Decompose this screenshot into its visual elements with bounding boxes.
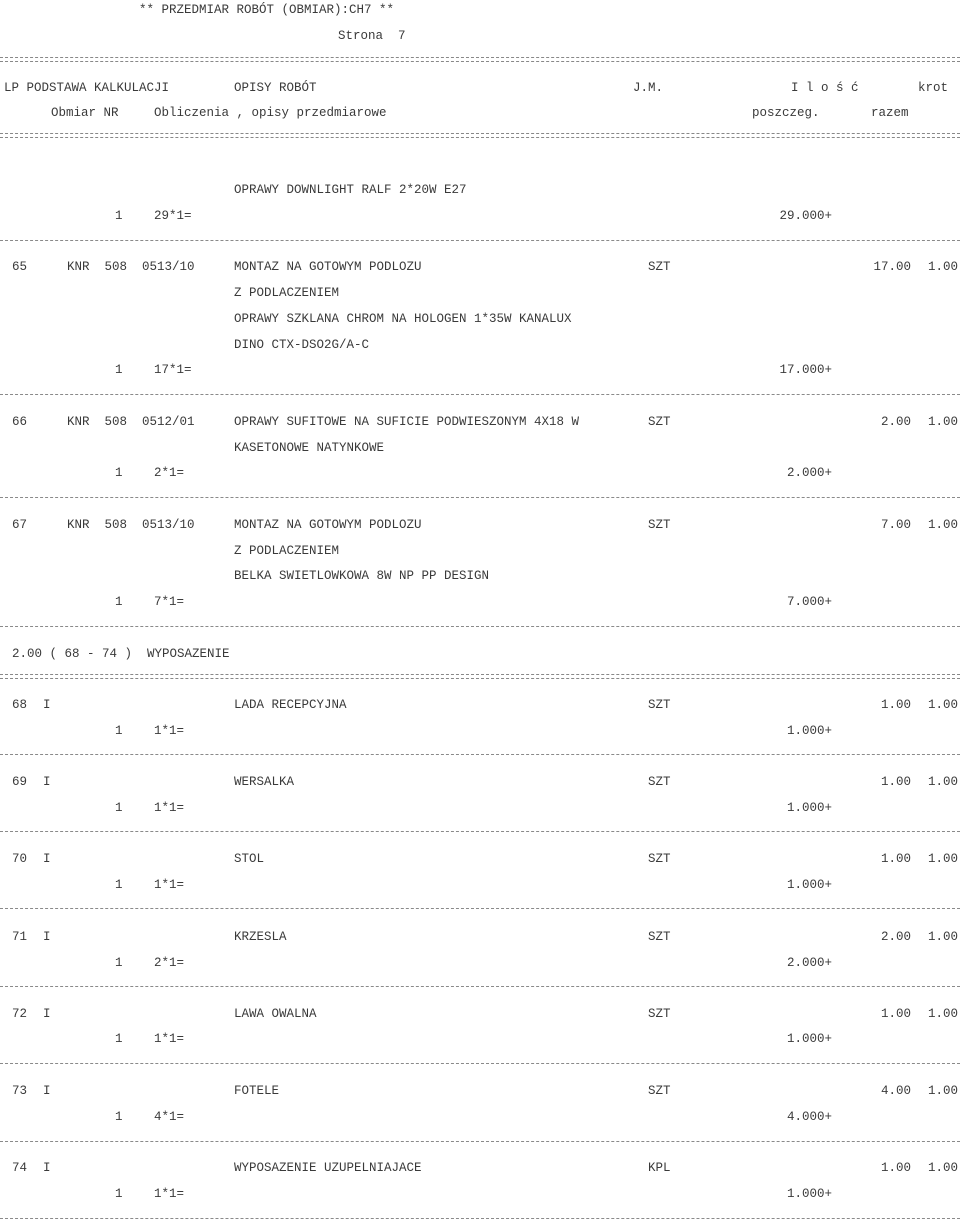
- item-lp: 69: [12, 775, 28, 789]
- item-description: STOL: [234, 852, 265, 866]
- calc-nr: 1: [115, 595, 123, 609]
- single-rule: [0, 754, 960, 755]
- item-description: MONTAZ NA GOTOWYM PODLOZU: [234, 518, 422, 532]
- item-kalkulacja: I: [43, 930, 51, 944]
- calc-value: 17.000+: [779, 363, 832, 377]
- item-lp: 67: [12, 518, 28, 532]
- item-kalkulacja: KNR 508 0513/10: [67, 260, 195, 274]
- item-lp: 72: [12, 1007, 28, 1021]
- col-krot: krot: [918, 81, 949, 95]
- item-quantity: 1.00: [880, 1007, 911, 1021]
- calc-nr: 1: [115, 1187, 123, 1201]
- item-lp: 68: [12, 698, 28, 712]
- item-description: WYPOSAZENIE UZUPELNIAJACE: [234, 1161, 422, 1175]
- col-ilosc: I l o ś ć: [791, 81, 859, 95]
- item-description: Z PODLACZENIEM: [234, 286, 340, 300]
- item-description: LAWA OWALNA: [234, 1007, 317, 1021]
- item-description: OPRAWY SUFITOWE NA SUFICIE PODWIESZONYM 4X18 W: [234, 415, 580, 429]
- item-krot: 1.00: [927, 415, 958, 429]
- calc-nr: 1: [115, 363, 123, 377]
- col-obliczenia: Obliczenia , opisy przedmiarowe: [154, 106, 387, 120]
- calc-expression: 1*1=: [154, 1032, 185, 1046]
- calc-value: 2.000+: [786, 466, 832, 480]
- col-lp-podstawa: LP PODSTAWA KALKULACJI: [4, 81, 170, 95]
- calc-expression: 1*1=: [154, 801, 185, 815]
- item-unit: SZT: [648, 698, 671, 712]
- item-unit: SZT: [648, 1007, 671, 1021]
- item-description: KASETONOWE NATYNKOWE: [234, 441, 385, 455]
- calc-nr: 1: [115, 1110, 123, 1124]
- calc-nr: 1: [115, 724, 123, 738]
- calc-expression: 1*1=: [154, 724, 185, 738]
- report-title: ** PRZEDMIAR ROBÓT (OBMIAR):CH7 **: [139, 3, 395, 17]
- item-description: LADA RECEPCYJNA: [234, 698, 347, 712]
- item-unit: SZT: [648, 930, 671, 944]
- single-rule: [0, 986, 960, 987]
- item-quantity: 2.00: [880, 930, 911, 944]
- item-description: MONTAZ NA GOTOWYM PODLOZU: [234, 260, 422, 274]
- single-rule: [0, 1218, 960, 1219]
- calc-expression: 17*1=: [154, 363, 192, 377]
- item-krot: 1.00: [927, 1161, 958, 1175]
- item-lp: 65: [12, 260, 28, 274]
- item-description: BELKA SWIETLOWKOWA 8W NP PP DESIGN: [234, 569, 490, 583]
- item-kalkulacja: I: [43, 1084, 51, 1098]
- calc-nr: 1: [115, 801, 123, 815]
- calc-expression: 29*1=: [154, 209, 192, 223]
- item-quantity: 4.00: [880, 1084, 911, 1098]
- single-rule: [0, 240, 960, 241]
- item-kalkulacja: I: [43, 1007, 51, 1021]
- item-description: Z PODLACZENIEM: [234, 544, 340, 558]
- item-description: KRZESLA: [234, 930, 287, 944]
- calc-value: 1.000+: [786, 1187, 832, 1201]
- calc-expression: 4*1=: [154, 1110, 185, 1124]
- item-quantity: 2.00: [880, 415, 911, 429]
- double-rule: [0, 133, 960, 138]
- item-kalkulacja: I: [43, 775, 51, 789]
- item-unit: SZT: [648, 852, 671, 866]
- col-razem: razem: [871, 106, 909, 120]
- calc-value: 29.000+: [779, 209, 832, 223]
- item-krot: 1.00: [927, 930, 958, 944]
- calc-expression: 7*1=: [154, 595, 185, 609]
- page-number: Strona 7: [338, 29, 406, 43]
- calc-value: 2.000+: [786, 956, 832, 970]
- item-unit: SZT: [648, 518, 671, 532]
- item-lp: 71: [12, 930, 28, 944]
- single-rule: [0, 1063, 960, 1064]
- item-krot: 1.00: [927, 775, 958, 789]
- item-unit: KPL: [648, 1161, 671, 1175]
- item-kalkulacja: I: [43, 698, 51, 712]
- item-lp: 70: [12, 852, 28, 866]
- item-unit: SZT: [648, 1084, 671, 1098]
- single-rule: [0, 394, 960, 395]
- item-unit: SZT: [648, 260, 671, 274]
- calc-nr: 1: [115, 466, 123, 480]
- item-krot: 1.00: [927, 698, 958, 712]
- calc-value: 4.000+: [786, 1110, 832, 1124]
- item-kalkulacja: KNR 508 0513/10: [67, 518, 195, 532]
- item-unit: SZT: [648, 775, 671, 789]
- calc-expression: 2*1=: [154, 956, 185, 970]
- calc-nr: 1: [115, 209, 123, 223]
- col-opisy: OPISY ROBÓT: [234, 81, 317, 95]
- item-krot: 1.00: [927, 260, 958, 274]
- item-quantity: 1.00: [880, 852, 911, 866]
- single-rule: [0, 831, 960, 832]
- calc-value: 1.000+: [786, 1032, 832, 1046]
- item-description: DINO CTX-DSO2G/A-C: [234, 338, 370, 352]
- calc-value: 1.000+: [786, 801, 832, 815]
- calc-value: 7.000+: [786, 595, 832, 609]
- item-quantity: 17.00: [873, 260, 911, 274]
- item-unit: SZT: [648, 415, 671, 429]
- calc-nr: 1: [115, 878, 123, 892]
- single-rule: [0, 908, 960, 909]
- single-rule: [0, 626, 960, 627]
- calc-value: 1.000+: [786, 724, 832, 738]
- calc-nr: 1: [115, 956, 123, 970]
- intro-description: OPRAWY DOWNLIGHT RALF 2*20W E27: [234, 183, 467, 197]
- item-kalkulacja: I: [43, 852, 51, 866]
- item-lp: 73: [12, 1084, 28, 1098]
- item-krot: 1.00: [927, 1007, 958, 1021]
- calc-expression: 1*1=: [154, 878, 185, 892]
- item-description: WERSALKA: [234, 775, 295, 789]
- item-krot: 1.00: [927, 1084, 958, 1098]
- single-rule: [0, 1141, 960, 1142]
- calc-nr: 1: [115, 1032, 123, 1046]
- single-rule: [0, 497, 960, 498]
- item-krot: 1.00: [927, 518, 958, 532]
- double-rule: [0, 57, 960, 62]
- calc-expression: 2*1=: [154, 466, 185, 480]
- item-quantity: 1.00: [880, 1161, 911, 1175]
- item-krot: 1.00: [927, 852, 958, 866]
- col-obmiar-nr: Obmiar NR: [51, 106, 119, 120]
- item-quantity: 1.00: [880, 775, 911, 789]
- item-kalkulacja: KNR 508 0512/01: [67, 415, 195, 429]
- double-rule: [0, 674, 960, 679]
- item-kalkulacja: I: [43, 1161, 51, 1175]
- item-lp: 66: [12, 415, 28, 429]
- col-poszczeg: poszczeg.: [752, 106, 820, 120]
- section-heading: 2.00 ( 68 - 74 ) WYPOSAZENIE: [12, 647, 230, 661]
- calc-value: 1.000+: [786, 878, 832, 892]
- item-description: OPRAWY SZKLANA CHROM NA HOLOGEN 1*35W KANALUX: [234, 312, 572, 326]
- col-jm: J.M.: [633, 81, 664, 95]
- item-description: FOTELE: [234, 1084, 280, 1098]
- item-quantity: 7.00: [880, 518, 911, 532]
- item-lp: 74: [12, 1161, 28, 1175]
- calc-expression: 1*1=: [154, 1187, 185, 1201]
- item-quantity: 1.00: [880, 698, 911, 712]
